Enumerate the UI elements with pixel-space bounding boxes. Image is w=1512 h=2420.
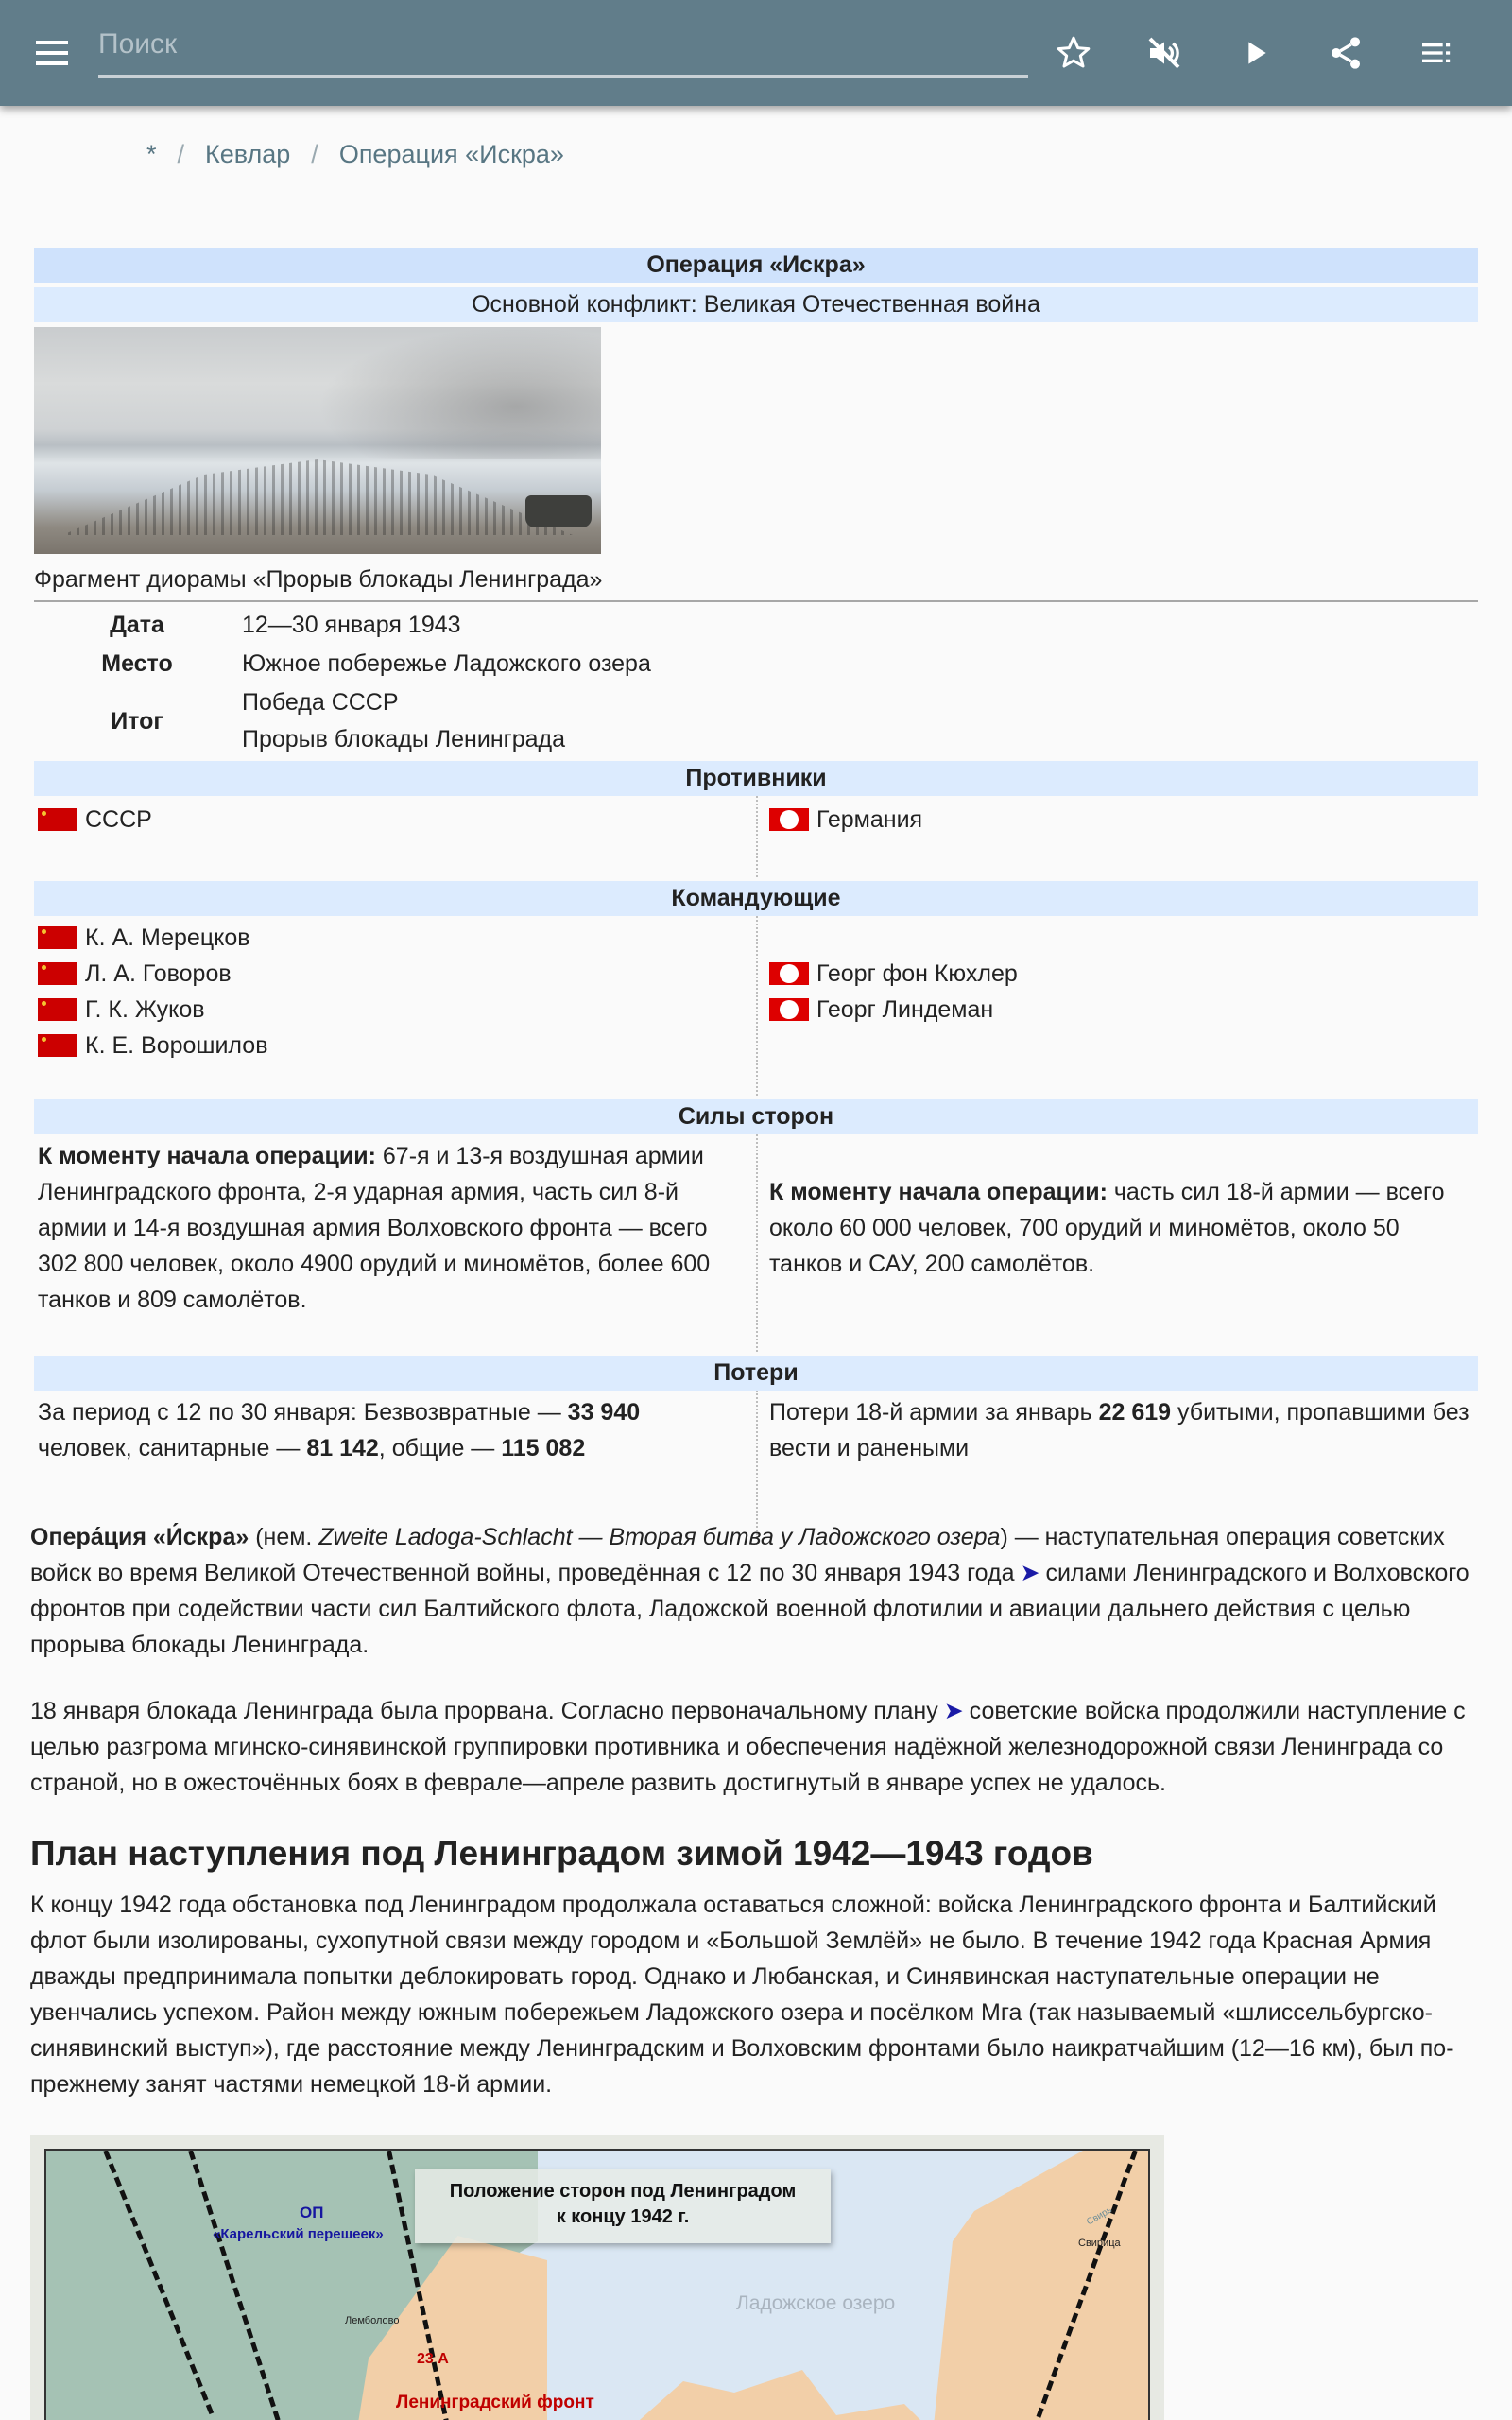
ussr-flag-icon <box>38 998 77 1021</box>
commander[interactable] <box>769 992 1474 1028</box>
map-soviet-territory-south <box>632 2359 972 2420</box>
paragraph-text: силами Ленинградского и Волховского фронтов при содействии части сил Балтийского флота, Ладожской военной флотилии и авиации дальнего действия с целью прорыва блокады Ленинграда. <box>30 1560 1469 1658</box>
row-result-values <box>240 684 565 758</box>
mute-button[interactable] <box>1142 30 1187 76</box>
star-icon <box>1055 34 1092 72</box>
german-name: Zweite Ladoga-Schlacht — Вторая битва у Ладожского озера <box>318 1524 1001 1550</box>
ussr-flag-icon <box>38 1034 77 1057</box>
opponents-right <box>756 796 1478 877</box>
map-title-line: Положение сторон под Ленинградом <box>449 2181 797 2202</box>
menu-icon <box>34 38 72 68</box>
map-soviet-territory-east <box>931 2151 1148 2420</box>
breadcrumb-current[interactable]: Операция «Искра» <box>338 140 564 168</box>
paragraph-text: советские войска продолжили наступление с целью разгрома мгинско-синявинской группировки противника и обеспечения надёжной железнодорожной связи Ленинграда со страной, но в ожесточённых боях в феврале—апреле развить достигнутый в январе успех не удалось. <box>30 1698 1466 1796</box>
menu-button[interactable] <box>30 30 76 76</box>
commander[interactable] <box>38 956 752 992</box>
losses-german: 22 619 <box>1098 1399 1172 1426</box>
map-label-svirica: Свирица <box>1078 2238 1121 2249</box>
situation-map[interactable] <box>30 2135 1164 2420</box>
row-place-label: Место <box>101 650 173 677</box>
bookmark-button[interactable] <box>1051 30 1096 76</box>
breadcrumb-separator: / <box>311 140 318 168</box>
map-label-karelian: «Карельский перешеек» <box>213 2226 384 2242</box>
map-title-line: к концу 1942 г. <box>556 2206 690 2227</box>
forces-header: Силы сторон <box>34 1099 1478 1134</box>
losses-text: Потери 18-й армии за январь <box>769 1399 1099 1426</box>
search-input[interactable] <box>98 21 1028 75</box>
forces-left-label: К моменту начала операции: <box>38 1143 376 1169</box>
commander-name: К. А. Мерецков <box>85 925 250 951</box>
losses-text: , общие — <box>378 1435 502 1461</box>
map-label-23a: 23 А <box>417 2351 449 2367</box>
paragraph-text: 18 января блокада Ленинграда была прорвана. Согласно первоначальному плану <box>30 1698 938 1724</box>
commander[interactable] <box>38 1028 752 1063</box>
opponent-germany[interactable] <box>769 802 1474 838</box>
map-label-lembolovo: Лемболово <box>345 2315 400 2326</box>
share-button[interactable] <box>1323 30 1368 76</box>
losses-header: Потери <box>34 1356 1478 1391</box>
opponent-ussr[interactable] <box>38 802 752 838</box>
losses-sanitary: 81 142 <box>306 1435 379 1461</box>
row-date-value: 12—30 января 1943 <box>242 612 461 638</box>
intro-paragraph <box>30 1519 1486 1663</box>
map-label-svir: Свирь <box>1085 2204 1114 2228</box>
commander-name: Георг Линдеман <box>816 996 994 1023</box>
opponents-left <box>34 796 756 877</box>
image-smoke <box>318 327 601 459</box>
ussr-flag-icon <box>38 926 77 949</box>
commander[interactable] <box>769 956 1474 992</box>
commander[interactable] <box>38 920 752 956</box>
losses-irrecoverable: 33 940 <box>567 1399 641 1426</box>
breadcrumb-root[interactable]: * <box>146 140 157 168</box>
share-icon <box>1327 34 1365 72</box>
mute-icon <box>1145 34 1183 72</box>
opponents-header: Противники <box>34 761 1478 796</box>
commander[interactable] <box>38 992 752 1028</box>
paragraph-text: (нем. <box>249 1524 319 1550</box>
row-date-label: Дата <box>110 612 164 638</box>
opponent-name: СССР <box>85 806 152 833</box>
forces-right <box>756 1134 1478 1352</box>
germany-flag-icon <box>769 962 809 985</box>
play-button[interactable] <box>1232 30 1278 76</box>
row-result-label: Итог <box>111 707 163 735</box>
forces-right-label: К моменту начала операции: <box>769 1179 1108 1205</box>
infobox-title: Операция «Искра» <box>34 248 1478 283</box>
losses-row <box>34 1391 1478 1538</box>
paragraph-text: ) — наступательная операция советских войск во время Великой Отечественной войны, проведённая с 12 по 30 января 1943 года <box>30 1524 1445 1586</box>
section-paragraph <box>30 1887 1486 2102</box>
commander-name: Л. А. Говоров <box>85 960 232 987</box>
second-paragraph <box>30 1693 1486 1801</box>
row-result <box>34 683 1478 759</box>
losses-text: За период с 12 по 30 января: Безвозвратные — <box>38 1399 568 1426</box>
losses-total: 115 082 <box>501 1435 586 1461</box>
play-icon <box>1236 34 1274 72</box>
breadcrumb <box>146 140 564 169</box>
map-frame <box>44 2149 1150 2420</box>
playlist-icon <box>1418 34 1455 72</box>
losses-right <box>756 1391 1478 1538</box>
ussr-flag-icon <box>38 808 77 831</box>
ussr-flag-icon <box>38 962 77 985</box>
commanders-row <box>34 916 1478 1096</box>
image-caption: Фрагмент диорамы «Прорыв блокады Ленинграда» <box>34 566 603 593</box>
breadcrumb-kevlar[interactable]: Кевлар <box>205 140 291 168</box>
map-title <box>415 2169 831 2243</box>
germany-flag-icon <box>769 998 809 1021</box>
commander-name: Г. К. Жуков <box>85 996 205 1023</box>
opponents-row <box>34 796 1478 877</box>
forces-right-text: часть сил 18-й армии — всего около 60 000 человек, 700 орудий и миномётов, около 50 танков и САУ, 200 самолётов. <box>769 1179 1445 1277</box>
paragraph-text: К концу 1942 года обстановка под Ленинградом продолжала оставаться сложной: войска Ленинградского фронта и Балтийский флот были изолированы, сухопутной связи между городом и «Большой Землёй» не было. В течение 1942 года Красная Армия дважды предпринимала попытки деблокировать город. Однако и Любанская, и Синявинская наступательные операции не увенчались успехом. Район между южным побережьем Ладожского озера и посёлком Мга (так называемый «шлиссельбургско-синявинский выступ»), где расстояние между Ленинградским и Волховским фронтами было наикратчайшим (12—16 км), был по-прежнему занят частями немецкой 18-й армии. <box>30 1892 1454 2098</box>
divider <box>34 600 1478 602</box>
image-tank <box>525 495 592 527</box>
infobox-subtitle[interactable]: Основной конфликт: Великая Отечественная война <box>34 287 1478 322</box>
opponent-name: Германия <box>816 806 923 833</box>
contents-button[interactable] <box>1414 30 1459 76</box>
infobox <box>34 248 1478 1538</box>
result-value: Победа СССР <box>242 689 399 716</box>
commander-name: К. Е. Ворошилов <box>85 1032 268 1059</box>
losses-text: убитыми, пропавшими без вести и ранеными <box>769 1399 1469 1461</box>
search-field[interactable] <box>98 21 1028 78</box>
map-label-front: Ленинградский фронт <box>396 2393 594 2412</box>
row-date <box>34 606 1478 645</box>
map-label-op: ОП <box>300 2204 324 2221</box>
losses-left <box>34 1391 756 1538</box>
link-arrow-icon[interactable]: ➤ <box>1020 1560 1040 1586</box>
app-toolbar <box>0 0 1512 106</box>
article-title-term: Опера́ция «И́скра» <box>30 1524 249 1550</box>
commanders-left <box>34 916 756 1096</box>
diorama-image[interactable] <box>34 327 601 554</box>
commander-name: Георг фон Кюхлер <box>816 960 1018 987</box>
breadcrumb-separator: / <box>177 140 185 168</box>
forces-row <box>34 1134 1478 1352</box>
image-troops <box>34 459 601 535</box>
section-heading: План наступления под Ленинградом зимой 1942—1943 годов <box>30 1834 1093 1873</box>
forces-left <box>34 1134 756 1352</box>
result-value[interactable]: Прорыв блокады Ленинграда <box>242 726 566 752</box>
row-place <box>34 645 1478 683</box>
commanders-right <box>756 916 1478 1096</box>
commanders-header: Командующие <box>34 881 1478 916</box>
link-arrow-icon[interactable]: ➤ <box>943 1698 964 1724</box>
germany-flag-icon <box>769 808 809 831</box>
forces-left-text: 67-я и 13-я воздушная армии Ленинградского фронта, 2-я ударная армия, часть сил 8-й армии и 14-я воздушная армия Волховского фронта — всего 302 800 человек, около 4900 орудий и миномётов, более 600 танков и 809 самолётов. <box>38 1143 711 1313</box>
losses-text: человек, санитарные — <box>38 1435 307 1461</box>
row-place-value[interactable]: Южное побережье Ладожского озера <box>242 650 651 677</box>
map-label-lake: Ладожское озеро <box>736 2292 896 2314</box>
